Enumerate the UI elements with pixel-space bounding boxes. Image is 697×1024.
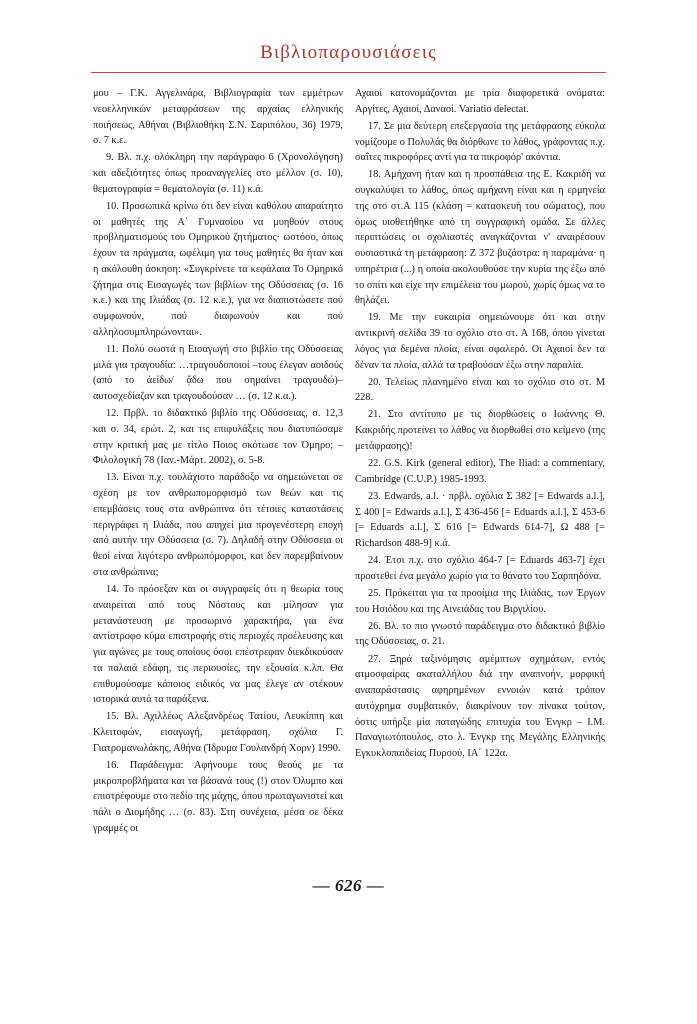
footnote-20: 20. Τελείως πλανημένο είναι και το σχόλιο στο στ. Μ 228. xyxy=(355,376,605,404)
footnote-21: 21. Στο αντίτυπο με τις διορθώσεις ο Ιωάννης Θ. Κακριδής προτείνει το λάθος να διορθωθεί στο κείμενο (της μετάφρασης)! xyxy=(355,409,605,452)
footnote-12: 12. Πρβλ. το διδακτικό βιβλίο της Οδύσσειας, σ. 12,3 και σ. 34, ερώτ. 2, και τις επιφυλάξεις που διατυπώσαμε στην κριτική μας με τίτλο Ποιος σκότωσε τον Όμηρο; – Φιλολογική 78 (Ιαν.-Μάρτ. 2002), σ. 5-8. xyxy=(93,408,343,467)
running-header xyxy=(0,42,697,64)
footnote-16: 16. Παράδειγμα: Αφήνουμε τους θεούς με τα μικροπροβλήματα και τα βάσανά τους (!) στον Όλυμπο και επιστρέφουμε στο πεδίο της μάχης, όπου πρωταγωνιστεί και πάλι ο Διομήδης … (σ. 83). Στη συνέχεια, μέσα σε δέκα γραμμές οι xyxy=(93,759,343,834)
section-title: Βιβλιοπαρουσιάσεις xyxy=(260,42,437,63)
footnote-25: 25. Πρόκειται για τα προοίμια της Ιλιάδας, των Έργων του Ησιόδου και της Αινειάδας του Βιργιλίου. xyxy=(355,587,605,615)
footnote-26: 26. Βλ. το πιο γνωστό παράδειγμα στο διδακτικό βιβλίο της Οδύσσειας, σ. 21. xyxy=(355,620,605,648)
footnote-9: 9. Βλ. π.χ. ολόκληρη την παράγραφο 6 (Χρονολόγηση) και αδεξιότητες όπως προαναγγελίες στο μέλλον (σ. 10), θεματογραφία = θεματολογία (σ. 11) κ.ά. xyxy=(93,152,343,195)
footnote-13: 13. Είναι π.χ. τουλάχιστο παράδοξο να σημειώνεται σε σχέση με τον ανθρωπομορφισμό των θεών και τις επεμβάσεις τους στα ανθρώπινα ότι τέτοιες καταστάσεις περιγράφει η Ιλιάδα, που απηχεί μια προγενέστερη εποχή από αυτήν την Οδύσσεια (σ. 7). Δηλαδή στην Οδύσσεια οι θεοί είναι λιγότερο ανθρωπόμορφοι, και δεν παρεμβαίνουν στα ανθρώπινα; xyxy=(93,472,343,578)
footnote-10: 10. Προσωπικά κρίνω ότι δεν είναι καθόλου απαραίτητο οι μαθητές της Α΄ Γυμνασίου να μυηθούν στους προβληματισμούς του Ομηρικού ζητήματος· ωστόσο, όπως έχουν τα πράγματα, ωφέλιμη για τους μαθητές θα ήταν και η ακόλουθη άσκηση: «Συγκρίνετε τα κεφάλαια Το Ομηρικό ζήτημα στις Εισαγωγές των βιβλίων της Οδύσσειας (σ. 16 κ.ε.) και της Ιλιάδας (σ. 12 κ.ε.), για να διαπιστώσετε πού συμφωνούν, πού διαφωνούν και πού αλληλοσυμπληρώνονται». xyxy=(93,200,343,338)
footnote-19: 19. Με την ευκαιρία σημειώνουμε ότι και στην αντικρινή σελίδα 39 το σχόλιο στο στ. Α 168, όπου γίνεται λόγος για δεμένα πλοία, είναι σφαλερό. Οι Αχαιοί δεν τα δέναν τα πλοία, αλλά τα τραβούσαν έξω στην παραλία. xyxy=(355,312,605,371)
footnote-11: 11. Πολύ σωστά η Εισαγωγή στο βιβλίο της Οδύσσειας μιλά για τραγουδία: …τραγουδοποιοί –τους έλεγαν αοιδούς (από το ἀείδω/ ᾄδω που σημαίνει τραγουδώ)– αυτοσχεδίαζαν και τραγουδούσαν … (σ. 12 κ.α.). xyxy=(93,343,343,403)
footnote-15: 15. Βλ. Αχιλλέως Αλεξανδρέως Τατίου, Λευκίππη και Κλειτοφών, εισαγωγή, μετάφραση, σχόλια Γ. Γιατρομανωλάκης, Αθήνα (Ίδρυμα Γουλανδρή Χορν) 1990. xyxy=(93,711,343,754)
footnote-24: 24. Έτσι π.χ. στο σχόλιο 464-7 [= Eduards 463-7] έχει προστεθεί ένα μεγάλο χωρίο για το θάνατο του Σαρπηδόνα. xyxy=(355,555,605,582)
footnote-14: 14. Το πρόσεξαν και οι συγγραφείς ότι η θεωρία τους αναιρείται από τους Νόστους και μίλησαν για μετανάστευση με προσωρινό χαρακτήρα, για ένα αντίστροφο κύμα επιστροφής στις περιοχές προέλευσης και για αγώνες με τους οποίους όσοι επέστρεφαν διεκδικούσαν τα παλαιά εδάφη, τις περιουσίες, την εξουσία κ.λπ. Θα επιθυμούσαμε κάποιος ειδικός να μας έλεγε αν στέκουν ιστορικά αυτά τα παράξενα. xyxy=(93,584,343,706)
right-column xyxy=(355,86,605,763)
footnote-17: 17. Σε μια δεύτερη επεξεργασία της μετάφρασης εύκολα νομίζουμε ο Πολυλάς θα διόρθωνε το λάθος, γράφοντας π.χ. σαΐτες πικροφόρες αντί για τα πικροφόρ' ακόντια. xyxy=(355,120,605,164)
header-rule xyxy=(91,72,606,73)
footnote-16-continuation: Αχαιοί κατονομάζονται με τρία διαφορετικά ονόματα: Αργίτες, Αχαιοί, Δαναοί. Variatio delectat. xyxy=(355,88,605,115)
footnote-22: 22. G.S. Kirk (general editor), The Iliad: a commentary, Cambridge (C.U.P.) 1985-1993. xyxy=(355,458,605,485)
left-column xyxy=(93,86,343,838)
page-number: — 626 — xyxy=(312,876,385,895)
footnote-27: 27. Ξηρά ταξινόμησις αμέμπτων σχημάτων, εντός ατμοσφαίρας ακαταλλήλου διά την αναπνοήν, μορφική αναπαράστασις αφηρημένων εννοιών κατά τρόπον αυτόχρημα συμβατικόν, διακρίνουν τον πίνακα τούτον, όστις υπήρξε μία παταγώδης επιτυχία του Ένγκρ – Ι.Μ. Παναγιωτόπουλος, στο λ. Ένγκρ της Μεγάλης Ελληνικής Εγκυκλοπαιδείας Πυρσού, ΙΑ΄ 122α. xyxy=(355,653,605,760)
footnote-18: 18. Αμήχανη ήταν και η προσπάθεια της Ε. Κακριδή να συγκαλύψει το λάθος, όπως αμήχανη είναι και η ερμηνεία της στο στ.Α 115 (κλάση = κατασκευή του σώματος), που όμως υιοθετήθηκε από τη συγγραφική ομάδα. Σε άλλες περιπτώσεις οι σχολιαστές αναγκάζονται ν' αναιρέσουν ουσιαστικά τη μετάφραση: Ζ 372 βυζάστρα: η παραμάνα· η υπηρέτρια (...) η οποία ακολουθούσε την κυρία της έξω από το σπίτι και είχε την επιμέλεια του μωρού, χωρίς όμως να το θηλάζει. xyxy=(355,169,605,307)
footnote-23: 23. Edwards, a.l. · πρβλ. σχόλια Σ 382 [= Edwards a.l.], Σ 400 [= Edwards a.l.], Σ 436-456 [= Eduards a.l.], Σ 453-6 [= Eduards a.l.], Σ 616 [= Edwards 614-7], Ω 488 [= Richardson 488-9] κ.ά. xyxy=(355,490,605,550)
footnote-continuation: μου – Γ.Κ. Αγγελινάρα, Βιβλιογραφία των εμμέτρων νεοελληνικών μεταφράσεων της αρχαίας ελληνικής ποιήσεως, Αθήναι (Βιβλιοθήκη Σ.Ν. Σαριπόλου, 36) 1979, σ. 7 κ.ε. xyxy=(93,88,343,147)
